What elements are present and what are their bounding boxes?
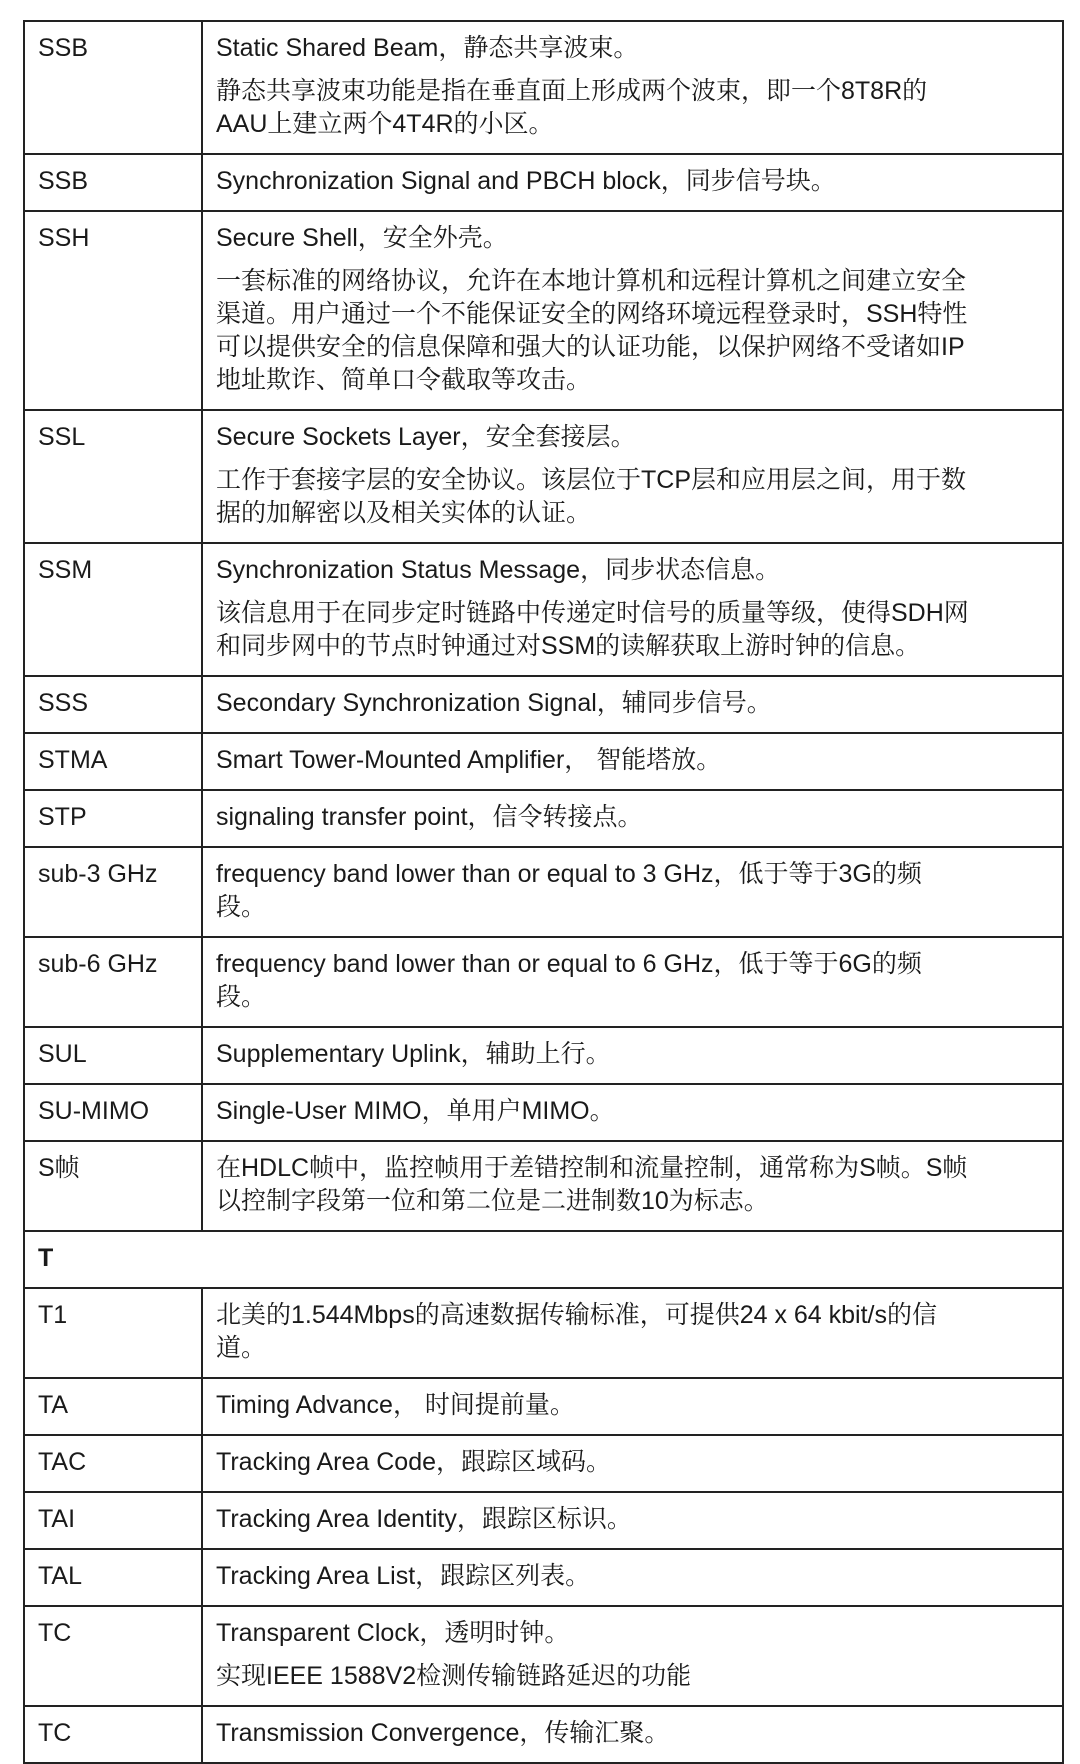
- term-cell: SUL: [24, 1027, 202, 1084]
- table-row: [24, 410, 1063, 543]
- glossary-body: [24, 21, 1063, 1763]
- definition-paragraph: [216, 464, 1049, 530]
- definition-paragraph: [216, 421, 1049, 454]
- definition-line: 一套标准的网络协议，允许在本地计算机和远程计算机之间建立安全: [216, 267, 967, 295]
- term-cell: TAC: [24, 1435, 202, 1492]
- definition-line: 道。: [216, 1334, 267, 1362]
- definition-line: 据的加解密以及相关实体的认证。: [216, 499, 592, 527]
- term-cell: STMA: [24, 733, 202, 790]
- term-cell: SSS: [24, 676, 202, 733]
- definition-cell: [202, 733, 1063, 790]
- term-cell: TA: [24, 1378, 202, 1435]
- table-row: [24, 847, 1063, 937]
- definition-line: Synchronization Signal and PBCH block，同步信号块。: [216, 167, 836, 195]
- definition-paragraph: [216, 1503, 1049, 1536]
- glossary-table: [23, 20, 1064, 1764]
- definition-line: 工作于套接字层的安全协议。该层位于TCP层和应用层之间，用于数: [216, 466, 967, 494]
- definition-paragraph: [216, 1717, 1049, 1750]
- section-row: [24, 1231, 1063, 1288]
- term-cell: T1: [24, 1288, 202, 1378]
- definition-line: 该信息用于在同步定时链路中传递定时信号的质量等级，使得SDH网: [216, 599, 969, 627]
- definition-cell: [202, 1141, 1063, 1231]
- table-row: [24, 1378, 1063, 1435]
- definition-cell: [202, 211, 1063, 410]
- definition-line: 以控制字段第一位和第二位是二进制数10为标志。: [216, 1187, 769, 1215]
- definition-line: Supplementary Uplink，辅助上行。: [216, 1040, 611, 1068]
- definition-paragraph: [216, 554, 1049, 587]
- definition-cell: [202, 543, 1063, 676]
- table-row: [24, 154, 1063, 211]
- definition-cell: [202, 790, 1063, 847]
- definition-line: AAU上建立两个4T4R的小区。: [216, 110, 554, 138]
- definition-paragraph: [216, 687, 1049, 720]
- definition-cell: [202, 1084, 1063, 1141]
- table-row: [24, 543, 1063, 676]
- term-cell: SSB: [24, 21, 202, 154]
- definition-line: 在HDLC帧中，监控帧用于差错控制和流量控制，通常称为S帧。S帧: [216, 1154, 968, 1182]
- definition-line: Smart Tower-Mounted Amplifier， 智能塔放。: [216, 746, 722, 774]
- table-row: [24, 1435, 1063, 1492]
- definition-line: 段。: [216, 983, 267, 1011]
- definition-line: Static Shared Beam，静态共享波束。: [216, 34, 639, 62]
- definition-paragraph: [216, 1095, 1049, 1128]
- definition-cell: [202, 1378, 1063, 1435]
- definition-cell: [202, 1435, 1063, 1492]
- definition-line: Tracking Area Code，跟踪区域码。: [216, 1448, 612, 1476]
- table-row: [24, 1288, 1063, 1378]
- definition-paragraph: [216, 1560, 1049, 1593]
- definition-cell: [202, 676, 1063, 733]
- table-row: [24, 211, 1063, 410]
- table-row: [24, 1706, 1063, 1763]
- definition-cell: [202, 847, 1063, 937]
- definition-cell: [202, 1549, 1063, 1606]
- definition-cell: [202, 21, 1063, 154]
- definition-paragraph: [216, 858, 1049, 924]
- table-row: [24, 676, 1063, 733]
- definition-paragraph: [216, 744, 1049, 777]
- term-cell: TAI: [24, 1492, 202, 1549]
- definition-paragraph: [216, 1617, 1049, 1650]
- definition-line: frequency band lower than or equal to 3 GHz，低于等于3G的频: [216, 860, 922, 888]
- definition-cell: [202, 1288, 1063, 1378]
- term-cell: SSL: [24, 410, 202, 543]
- table-row: [24, 1141, 1063, 1231]
- definition-cell: [202, 937, 1063, 1027]
- term-cell: TAL: [24, 1549, 202, 1606]
- definition-line: Secure Shell，安全外壳。: [216, 224, 508, 252]
- definition-line: Tracking Area List，跟踪区列表。: [216, 1562, 591, 1590]
- definition-cell: [202, 1606, 1063, 1706]
- table-row: [24, 1492, 1063, 1549]
- table-row: [24, 1606, 1063, 1706]
- definition-line: frequency band lower than or equal to 6 GHz，低于等于6G的频: [216, 950, 922, 978]
- definition-line: Synchronization Status Message，同步状态信息。: [216, 556, 781, 584]
- definition-line: 静态共享波束功能是指在垂直面上形成两个波束，即一个8T8R的: [216, 77, 928, 105]
- definition-line: 实现IEEE 1588V2检测传输链路延迟的功能: [216, 1662, 692, 1690]
- definition-cell: [202, 1492, 1063, 1549]
- definition-cell: [202, 1027, 1063, 1084]
- term-cell: sub-6 GHz: [24, 937, 202, 1027]
- definition-line: 渠道。用户通过一个不能保证安全的网络环境远程登录时，SSH特性: [216, 300, 968, 328]
- term-cell: SSB: [24, 154, 202, 211]
- definition-paragraph: [216, 1389, 1049, 1422]
- definition-line: signaling transfer point，信令转接点。: [216, 803, 643, 831]
- definition-line: 和同步网中的节点时钟通过对SSM的读解获取上游时钟的信息。: [216, 632, 921, 660]
- definition-paragraph: [216, 222, 1049, 255]
- term-cell: SSH: [24, 211, 202, 410]
- definition-paragraph: [216, 265, 1049, 397]
- definition-paragraph: [216, 75, 1049, 141]
- term-cell: STP: [24, 790, 202, 847]
- definition-cell: [202, 154, 1063, 211]
- table-row: [24, 790, 1063, 847]
- definition-line: 可以提供安全的信息保障和强大的认证功能，以保护网络不受诸如IP: [216, 333, 965, 361]
- term-cell: S帧: [24, 1141, 202, 1231]
- table-row: [24, 937, 1063, 1027]
- term-cell: sub-3 GHz: [24, 847, 202, 937]
- table-row: [24, 733, 1063, 790]
- table-row: [24, 1549, 1063, 1606]
- table-row: [24, 1084, 1063, 1141]
- definition-line: 段。: [216, 893, 267, 921]
- definition-paragraph: [216, 801, 1049, 834]
- definition-line: Single-User MIMO，单用户MIMO。: [216, 1097, 615, 1125]
- definition-line: Tracking Area Identity，跟踪区标识。: [216, 1505, 632, 1533]
- definition-paragraph: [216, 948, 1049, 1014]
- term-cell: TC: [24, 1606, 202, 1706]
- definition-line: Secure Sockets Layer，安全套接层。: [216, 423, 636, 451]
- definition-cell: [202, 410, 1063, 543]
- term-cell: TC: [24, 1706, 202, 1763]
- definition-paragraph: [216, 1152, 1049, 1218]
- definition-paragraph: [216, 165, 1049, 198]
- definition-paragraph: [216, 1038, 1049, 1071]
- table-row: [24, 21, 1063, 154]
- definition-line: Timing Advance， 时间提前量。: [216, 1391, 575, 1419]
- table-row: [24, 1027, 1063, 1084]
- section-heading: T: [24, 1231, 1063, 1288]
- definition-paragraph: [216, 1299, 1049, 1365]
- term-cell: SSM: [24, 543, 202, 676]
- definition-paragraph: [216, 1660, 1049, 1693]
- definition-line: 北美的1.544Mbps的高速数据传输标准，可提供24 x 64 kbit/s的信: [216, 1301, 937, 1329]
- definition-paragraph: [216, 597, 1049, 663]
- definition-paragraph: [216, 1446, 1049, 1479]
- definition-cell: [202, 1706, 1063, 1763]
- definition-line: Secondary Synchronization Signal，辅同步信号。: [216, 689, 772, 717]
- definition-line: Transparent Clock，透明时钟。: [216, 1619, 570, 1647]
- definition-line: Transmission Convergence，传输汇聚。: [216, 1719, 670, 1747]
- definition-line: 地址欺诈、简单口令截取等攻击。: [216, 366, 592, 394]
- term-cell: SU-MIMO: [24, 1084, 202, 1141]
- definition-paragraph: [216, 32, 1049, 65]
